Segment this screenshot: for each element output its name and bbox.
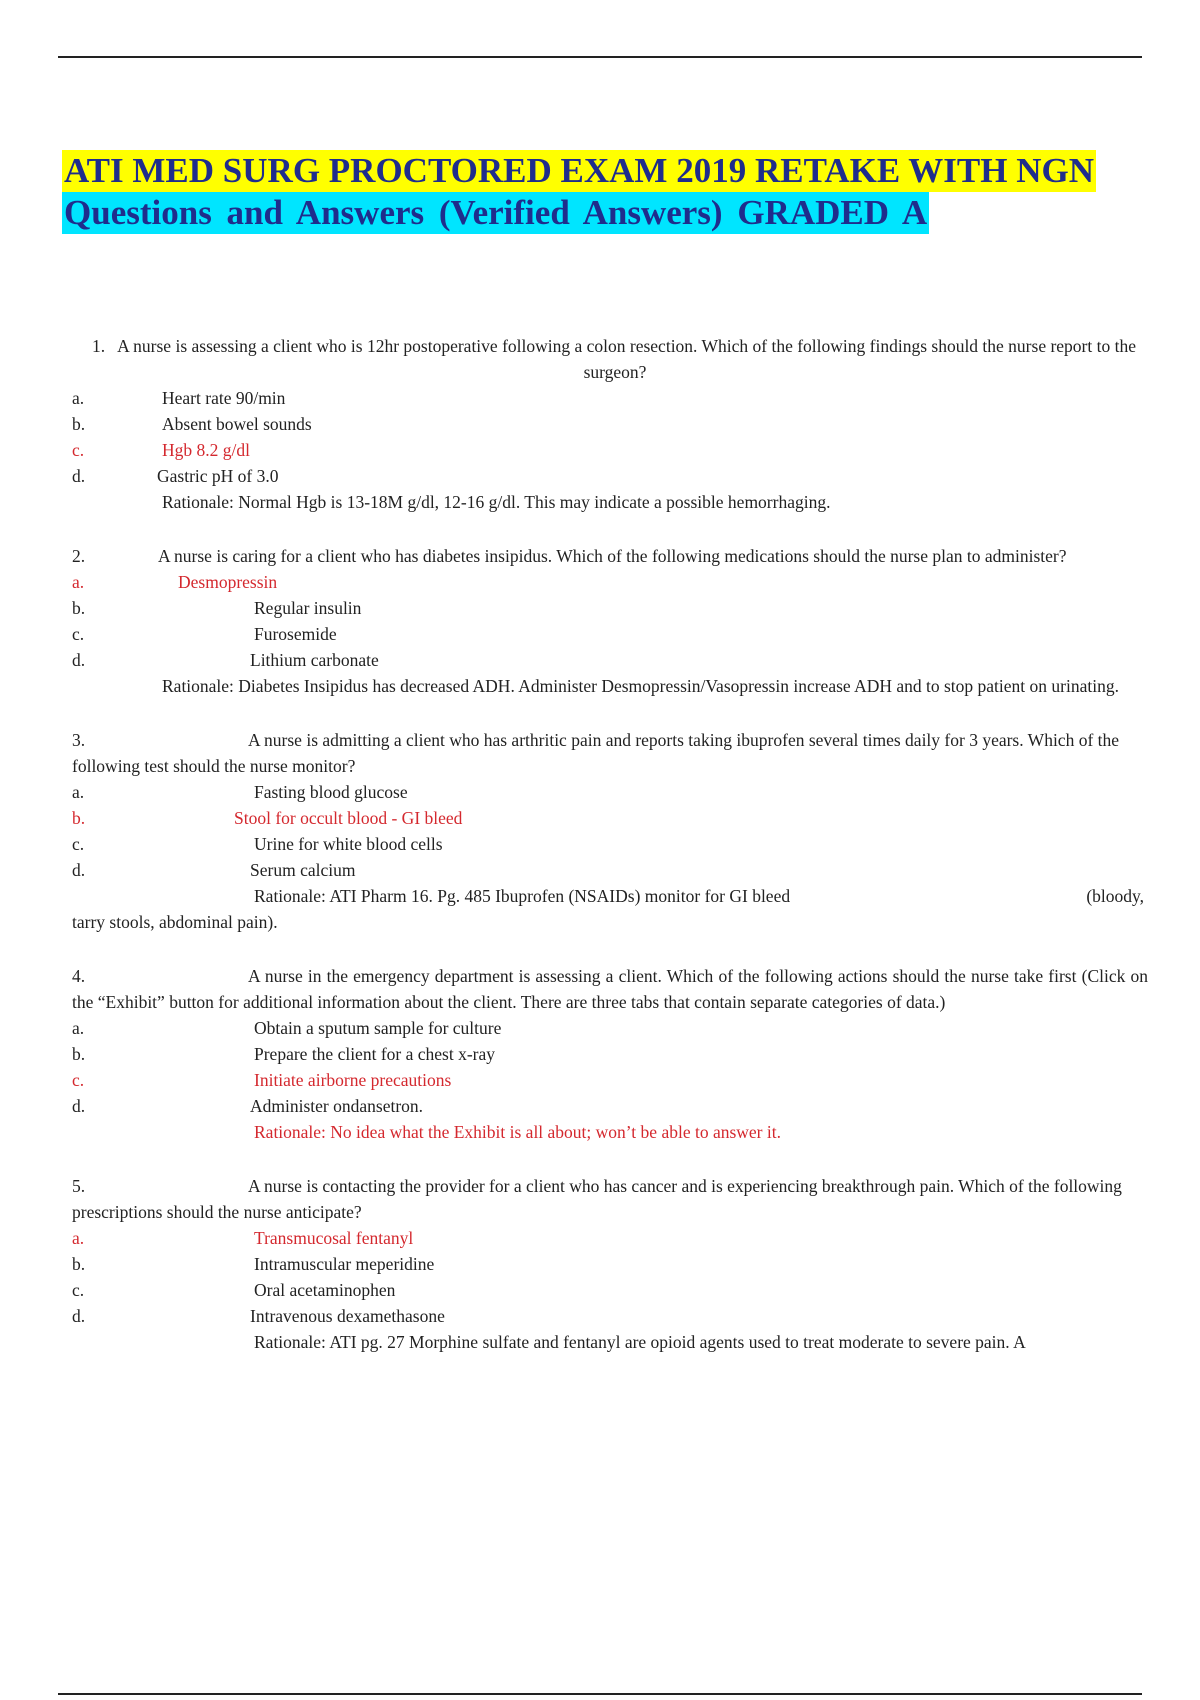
option-b [72,1041,1148,1067]
option-d [72,647,1148,673]
question-number: 3. [72,730,86,750]
title-line-1: ATI MED SURG PROCTORED EXAM 2019 RETAKE WITH NGN [64,151,1095,190]
option-a [72,1015,1148,1041]
option-c-correct [72,437,1148,463]
option-d [72,1093,1148,1119]
question-4 [72,963,1148,1145]
option-text: Prepare the client for a chest x-ray [254,1044,495,1064]
option-a [72,779,1148,805]
rationale: Rationale: No idea what the Exhibit is all about; won’t be able to answer it. [254,1122,781,1142]
question-number: 2. [72,546,86,566]
option-text: Gastric pH of 3.0 [157,466,279,486]
option-letter: c. [72,624,85,644]
option-d [72,463,1148,489]
rationale: Rationale: Normal Hgb is 13-18M g/dl, 12-16 g/dl. This may indicate a possible hemorrhaging. [162,492,831,512]
option-letter: d. [72,1306,86,1326]
question-text: A nurse is caring for a client who has diabetes insipidus. Which of the following medications should the nurse plan to administer? [158,546,1067,566]
option-b [72,1251,1148,1277]
option-letter: d. [72,860,86,880]
option-text: Regular insulin [254,598,362,618]
option-letter: a. [72,388,85,408]
question-stem [72,727,1148,779]
document-title [62,150,1162,234]
rationale-continued: tarry stools, abdominal pain). [72,912,278,932]
option-letter: b. [72,598,86,618]
option-text: Desmopressin [178,572,278,592]
question-text: A nurse is admitting a client who has arthritic pain and reports taking ibuprofen several times daily for 3 years. Which of the following test should the nurse monitor? [72,730,1120,776]
option-text: Fasting blood glucose [254,782,408,802]
option-text: Lithium carbonate [250,650,379,670]
question-number: 5. [72,1176,86,1196]
option-d [72,857,1148,883]
option-text: Absent bowel sounds [162,414,312,434]
option-text: Intravenous dexamethasone [250,1306,445,1326]
option-d [72,1303,1148,1329]
option-letter: a. [72,1018,85,1038]
option-text: Serum calcium [250,860,356,880]
option-letter: c. [72,834,85,854]
rationale-text-end: (bloody, [1086,886,1144,906]
option-a-correct [72,569,1148,595]
option-letter: b. [72,1254,86,1274]
question-text: A nurse in the emergency department is assessing a client. Which of the following actions should the nurse take first (Click on the “Exhibit” button for additional information about the client. There are three tabs that contain separate categories of data.) [72,966,1148,1012]
question-1 [72,333,1148,515]
option-text: Hgb 8.2 g/dl [162,440,250,460]
option-letter: d. [72,1096,86,1116]
option-b [72,411,1148,437]
rationale: Rationale: ATI pg. 27 Morphine sulfate and fentanyl are opioid agents used to treat moderate to severe pain. A [254,1332,1026,1352]
option-c-correct [72,1067,1148,1093]
question-stem [72,543,1148,569]
option-letter: d. [72,650,86,670]
option-text: Heart rate 90/min [162,388,286,408]
rationale-text: Rationale: ATI Pharm 16. Pg. 485 Ibuprofen (NSAIDs) monitor for GI bleed [254,886,791,906]
option-letter: a. [72,782,85,802]
question-stem [72,333,1148,385]
rationale [72,883,1148,909]
question-text: A nurse is contacting the provider for a client who has cancer and is experiencing breakthrough pain. Which of the following prescriptions should the nurse anticipate? [72,1176,1122,1222]
rationale: Rationale: Diabetes Insipidus has decreased ADH. Administer Desmopressin/Vasopressin increase ADH and to stop patient on urinating. [162,676,1119,696]
option-b [72,595,1148,621]
option-letter: a. [72,1228,85,1248]
option-letter: a. [72,572,85,592]
option-a-correct [72,1225,1148,1251]
question-stem [72,963,1148,1015]
option-text: Urine for white blood cells [254,834,443,854]
option-letter: b. [72,808,86,828]
title-line-2: Questions and Answers (Verified Answers) GRADED A [64,193,928,232]
bottom-rule [58,1693,1142,1695]
option-letter: b. [72,1044,86,1064]
option-c [72,621,1148,647]
option-a [72,385,1148,411]
option-b-correct [72,805,1148,831]
option-text: Initiate airborne precautions [254,1070,452,1090]
question-list [72,333,1148,1383]
question-number: 4. [72,966,86,986]
option-c [72,831,1148,857]
option-c [72,1277,1148,1303]
option-text: Furosemide [254,624,337,644]
option-text: Stool for occult blood - GI bleed [234,808,463,828]
question-stem [72,1173,1148,1225]
top-rule [58,56,1142,58]
option-letter: b. [72,414,86,434]
question-number: 1. [92,336,106,356]
option-text: Transmucosal fentanyl [254,1228,414,1248]
option-text: Obtain a sputum sample for culture [254,1018,502,1038]
option-letter: c. [72,1280,85,1300]
option-text: Administer ondansetron. [250,1096,424,1116]
option-text: Oral acetaminophen [254,1280,396,1300]
option-text: Intramuscular meperidine [254,1254,435,1274]
question-3 [72,727,1148,935]
question-2 [72,543,1148,699]
option-letter: c. [72,440,85,460]
option-letter: d. [72,466,86,486]
question-5 [72,1173,1148,1355]
question-text: A nurse is assessing a client who is 12hr postoperative following a colon resection. Which of the following findings should the nurse report to the surgeon? [117,336,1136,382]
option-letter: c. [72,1070,85,1090]
